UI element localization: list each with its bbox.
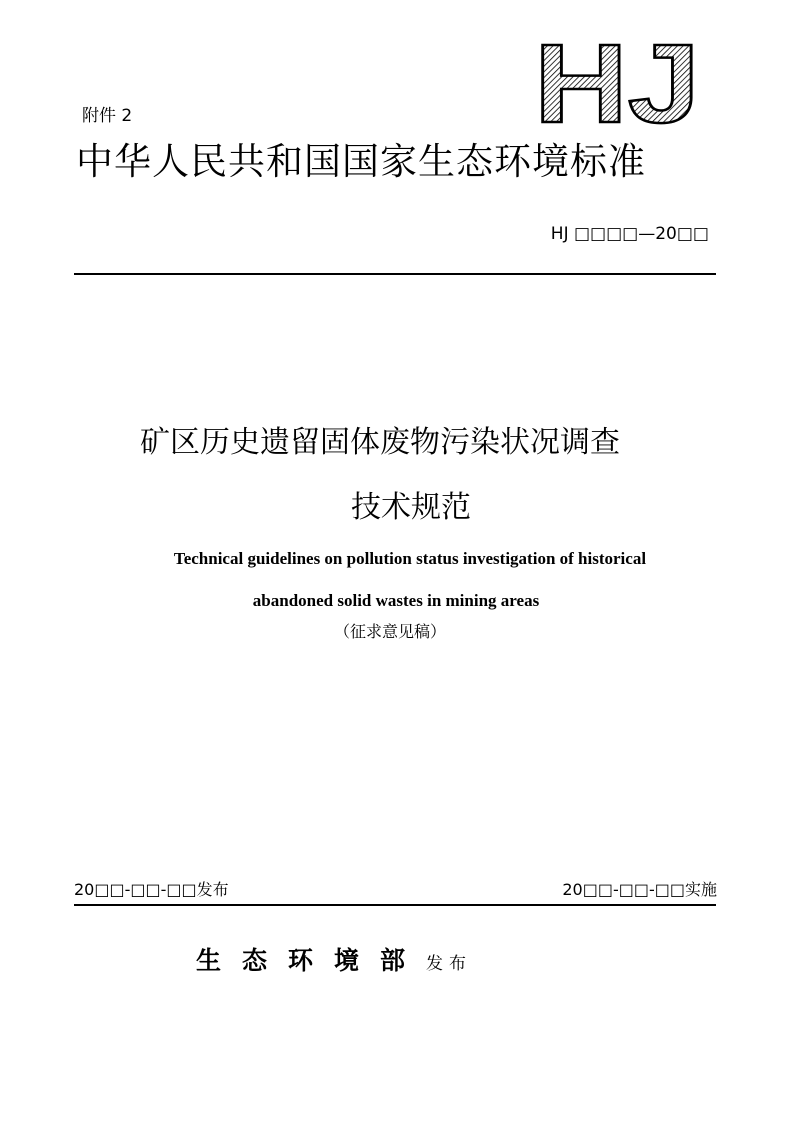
document-title-en-line2: abandoned solid wastes in mining areas <box>252 591 540 610</box>
issuer <box>196 944 472 981</box>
document-title-zh-line2: 技术规范 <box>351 490 471 525</box>
document-title-zh-line1: 矿区历史遗留固体废物污染状况调查 <box>140 425 620 460</box>
issuer-name: 生态环境部 <box>196 946 427 975</box>
issuer-suffix: 发布 <box>426 954 473 974</box>
effective-date: 20□□-□□-□□实施 <box>562 880 717 899</box>
standard-category-title: 中华人民共和国国家生态环境标准 <box>76 140 646 183</box>
draft-note: （征求意见稿） <box>333 622 446 641</box>
hj-logo <box>534 36 702 128</box>
footer-divider <box>74 904 716 906</box>
hj-logo-text: HJ <box>534 36 700 128</box>
attachment-label: 附件 2 <box>82 106 133 126</box>
standard-number: HJ □□□□—20□□ <box>550 224 709 244</box>
issue-date: 20□□-□□-□□发布 <box>74 880 229 899</box>
header-divider <box>74 273 716 275</box>
document-title-en-line1: Technical guidelines on pollution status investigation of historical <box>173 549 647 568</box>
